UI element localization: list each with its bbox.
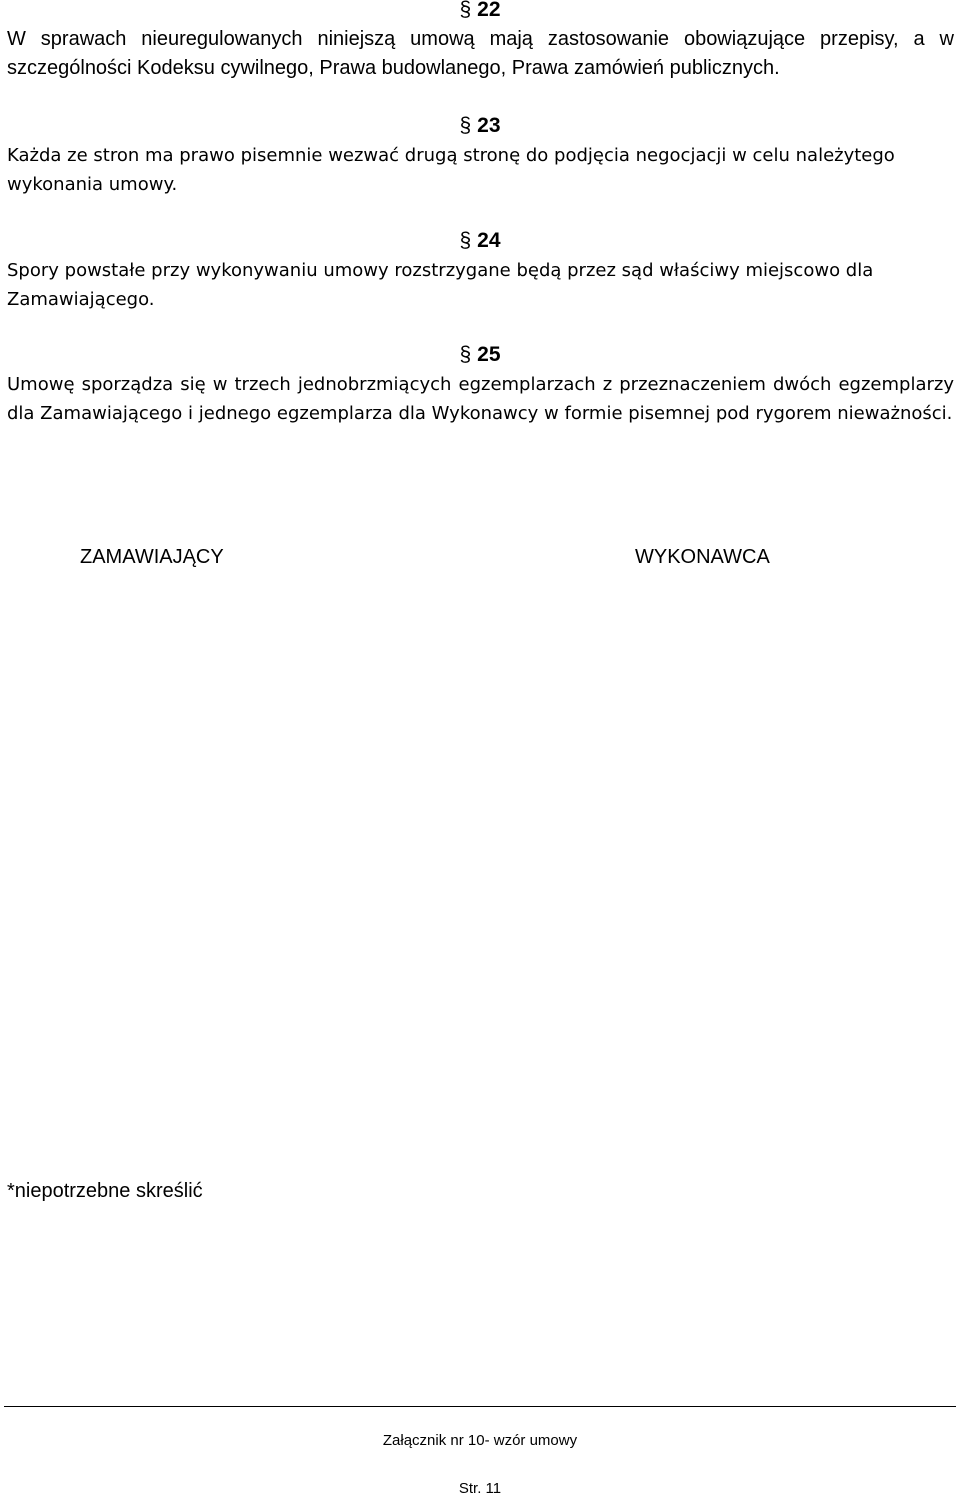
section-23-heading bbox=[0, 114, 960, 138]
footer-divider bbox=[4, 1406, 956, 1407]
section-number: 24 bbox=[477, 229, 501, 252]
section-23-text: Każda ze stron ma prawo pisemnie wezwać drugą stronę do podjęcia negocjacji w celu należytego wykonania umowy. bbox=[7, 145, 895, 195]
section-22-heading bbox=[0, 0, 960, 22]
section-symbol: § bbox=[459, 343, 472, 366]
section-24-heading bbox=[0, 229, 960, 253]
section-number: 25 bbox=[477, 343, 501, 366]
section-symbol: § bbox=[459, 229, 472, 252]
section-22-text: W sprawach nieuregulowanych niniejszą umową mają zastosowanie obowiązujące przepisy, a w szczególności Kodeksu cywilnego, Prawa budowlanego, Prawa zamówień publicznych. bbox=[7, 28, 954, 79]
section-number: 23 bbox=[477, 114, 501, 137]
signature-wykonawca: WYKONAWCA bbox=[635, 546, 770, 568]
section-symbol: § bbox=[459, 114, 472, 137]
section-symbol: § bbox=[459, 0, 472, 21]
page-number: Str. 11 bbox=[458, 1480, 502, 1497]
signature-zamawiajacy: ZAMAWIAJĄCY bbox=[80, 546, 224, 568]
section-25-heading bbox=[0, 343, 960, 367]
footnote: *niepotrzebne skreślić bbox=[7, 1180, 203, 1202]
section-24-text: Spory powstałe przy wykonywaniu umowy rozstrzygane będą przez sąd właściwy miejscowo dla Zamawiającego. bbox=[7, 260, 874, 310]
footer-title: Załącznik nr 10- wzór umowy bbox=[382, 1432, 578, 1449]
section-25-text: Umowę sporządza się w trzech jednobrzmiących egzemplarzach z przeznaczeniem dwóch egzemplarzy dla Zamawiającego i jednego egzemplarza dla Wykonawcy w formie pisemnej pod rygorem nieważności. bbox=[7, 374, 954, 424]
section-number: 22 bbox=[477, 0, 501, 21]
